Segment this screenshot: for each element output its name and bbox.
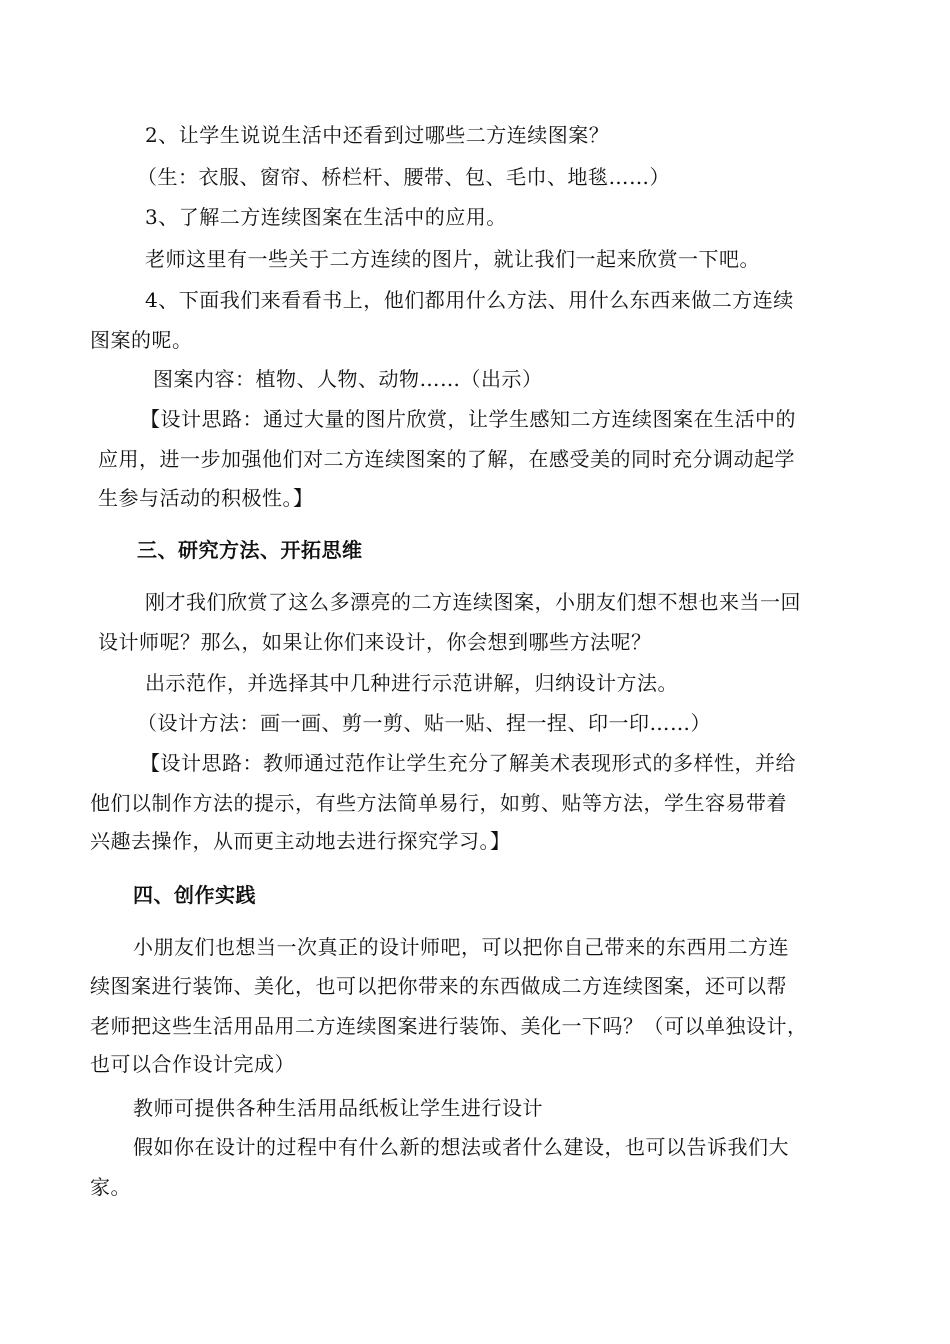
text-line: 老师这里有一些关于二方连续的图片，就让我们一起来欣赏一下吧。 — [145, 247, 760, 271]
text-line: 图案的呢。 — [90, 328, 193, 352]
text-line: 应用，进一步加强他们对二方连续图案的了解，在感受美的同时充分调动起学 — [98, 447, 795, 471]
text-line: 也可以合作设计完成） — [90, 1052, 295, 1076]
text-line: 续图案进行装饰、美化，也可以把你带来的东西做成二方连续图案，还可以帮 — [90, 974, 787, 998]
text-line: 兴趣去操作，从而更主动地去进行探究学习。】 — [90, 829, 511, 853]
text-line: （生：衣服、窗帘、桥栏杆、腰带、包、毛巾、地毯……） — [137, 165, 670, 189]
text-line: 假如你在设计的过程中有什么新的想法或者什么建设，也可以告诉我们大 — [133, 1135, 789, 1159]
text-line: 3、了解二方连续图案在生活中的应用。 — [145, 205, 507, 229]
text-line: 刚才我们欣赏了这么多漂亮的二方连续图案，小朋友们想不想也来当一回 — [145, 590, 801, 614]
text-line: 2、让学生说说生活中还看到过哪些二方连续图案？ — [145, 123, 610, 147]
text-line: 4、下面我们来看看书上，他们都用什么方法、用什么东西来做二方连续 — [145, 288, 794, 312]
section-heading-4: 四、创作实践 — [133, 883, 256, 907]
text-line: 图案内容：植物、人物、动物……（出示） — [153, 367, 543, 391]
text-line: 小朋友们也想当一次真正的设计师吧，可以把你自己带来的东西用二方连 — [133, 935, 789, 959]
text-line: 老师把这些生活用品用二方连续图案进行装饰、美化一下吗？（可以单独设计， — [90, 1014, 808, 1038]
text-line: 生参与活动的积极性。】 — [98, 486, 314, 510]
text-line: 设计师呢？那么，如果让你们来设计，你会想到哪些方法呢？ — [98, 630, 652, 654]
text-line: 他们以制作方法的提示，有些方法简单易行，如剪、贴等方法，学生容易带着 — [90, 791, 787, 815]
text-line: （设计方法：画一画、剪一剪、贴一贴、捏一捏、印一印……） — [137, 711, 711, 735]
text-line: 【设计思路：教师通过范作让学生充分了解美术表现形式的多样性，并给 — [140, 751, 796, 775]
text-line: 出示范作，并选择其中几种进行示范讲解，归纳设计方法。 — [145, 671, 678, 695]
text-line: 【设计思路：通过大量的图片欣赏，让学生感知二方连续图案在生活中的 — [140, 407, 796, 431]
text-line: 教师可提供各种生活用品纸板让学生进行设计 — [133, 1096, 543, 1120]
section-heading-3: 三、研究方法、开拓思维 — [137, 538, 363, 562]
text-line: 家。 — [90, 1175, 131, 1199]
